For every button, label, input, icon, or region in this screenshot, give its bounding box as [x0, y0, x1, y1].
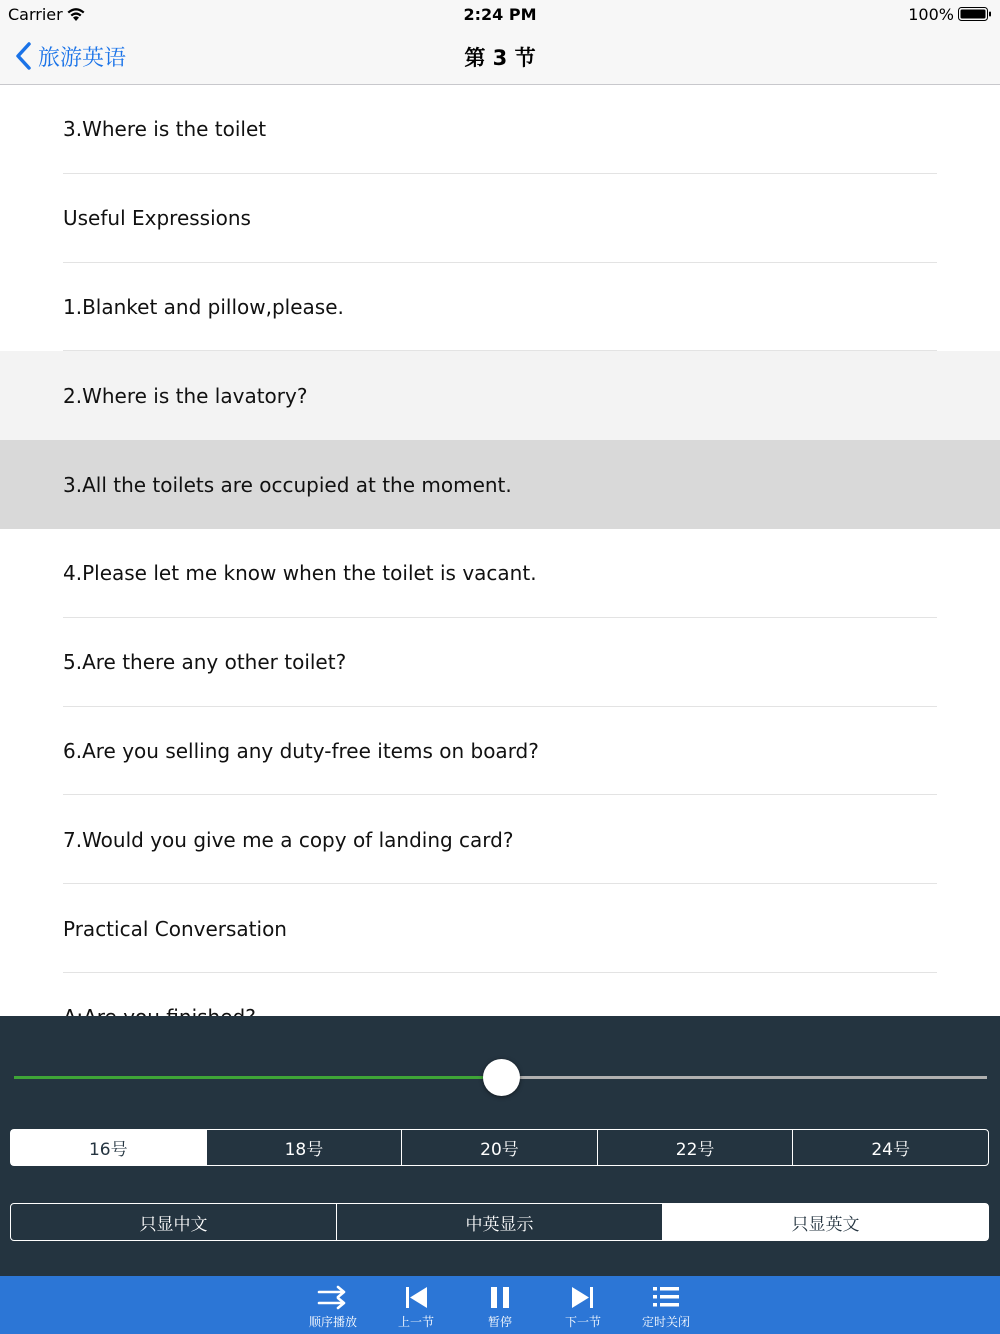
- list-item-text: 1.Blanket and pillow,please.: [63, 294, 344, 319]
- list-item-text: 4.Please let me know when the toilet is vacant.: [63, 561, 537, 586]
- list-item-text: Practical Conversation: [63, 916, 287, 941]
- previous-section-button[interactable]: [376, 1282, 456, 1332]
- skip-next-icon: [567, 1282, 599, 1312]
- pause-button[interactable]: [460, 1282, 540, 1332]
- slider-track-filled: [14, 1076, 501, 1079]
- font-size-option-22[interactable]: 22号: [598, 1130, 794, 1165]
- list-item[interactable]: [0, 884, 1000, 973]
- previous-section-label: 上一节: [397, 1315, 434, 1329]
- sequential-play-icon: [317, 1282, 349, 1312]
- clock: 2:24 PM: [463, 5, 537, 24]
- font-size-option-18[interactable]: 18号: [207, 1130, 403, 1165]
- font-size-selector: [10, 1129, 989, 1166]
- font-size-option-16[interactable]: 16号: [11, 1130, 207, 1165]
- list-item[interactable]: [0, 174, 1000, 263]
- carrier-label: Carrier: [8, 5, 63, 24]
- list-item-text: 6.Are you selling any duty-free items on board?: [63, 738, 539, 763]
- list-item[interactable]: [0, 618, 1000, 707]
- slider-track-remaining: [501, 1076, 987, 1079]
- list-item[interactable]: [0, 795, 1000, 884]
- skip-previous-icon: [400, 1282, 432, 1312]
- battery-percent: 100%: [908, 5, 954, 24]
- sentence-list[interactable]: [0, 85, 1000, 1016]
- next-section-button[interactable]: [543, 1282, 623, 1332]
- font-size-option-24[interactable]: 24号: [871, 1140, 910, 1160]
- display-mode-english-only[interactable]: 只显英文: [663, 1204, 988, 1240]
- list-icon: [650, 1282, 682, 1312]
- playback-slider[interactable]: [14, 1056, 987, 1100]
- list-item[interactable]: [0, 85, 1000, 174]
- sequential-play-button[interactable]: [293, 1282, 373, 1332]
- list-item-text: 3.Where is the toilet: [63, 117, 267, 142]
- battery-icon: [958, 7, 992, 21]
- back-label: 旅游英语: [38, 45, 127, 71]
- display-mode-chinese-only[interactable]: 只显中文: [11, 1204, 337, 1240]
- navigation-bar: [0, 28, 1000, 85]
- list-item[interactable]: [0, 351, 1000, 440]
- control-panel: [0, 1016, 1000, 1276]
- list-item[interactable]: [0, 529, 1000, 618]
- page-title: 第 3 节: [464, 46, 536, 70]
- list-item-text: 2.Where is the lavatory?: [63, 383, 308, 408]
- list-item-text: 5.Are there any other toilet?: [63, 650, 347, 675]
- bottom-toolbar: [0, 1276, 1000, 1334]
- status-bar: [0, 0, 1000, 28]
- list-item[interactable]: [0, 440, 1000, 529]
- list-item-text: 3.All the toilets are occupied at the moment.: [63, 472, 512, 497]
- display-mode-selector: [10, 1203, 989, 1241]
- sequential-play-label: 顺序播放: [308, 1315, 357, 1329]
- list-item[interactable]: [0, 263, 1000, 352]
- next-section-label: 下一节: [564, 1315, 601, 1329]
- timer-close-button[interactable]: [626, 1282, 706, 1332]
- list-item-text: Useful Expressions: [63, 206, 251, 231]
- list-item-text: 7.Would you give me a copy of landing card?: [63, 827, 514, 852]
- font-size-option-20[interactable]: 20号: [402, 1130, 598, 1165]
- display-mode-bilingual[interactable]: 中英显示: [337, 1204, 663, 1240]
- timer-close-label: 定时关闭: [641, 1315, 690, 1329]
- pause-label: 暂停: [487, 1315, 512, 1329]
- slider-thumb[interactable]: [483, 1059, 520, 1096]
- pause-icon: [484, 1282, 516, 1312]
- list-item[interactable]: [0, 707, 1000, 796]
